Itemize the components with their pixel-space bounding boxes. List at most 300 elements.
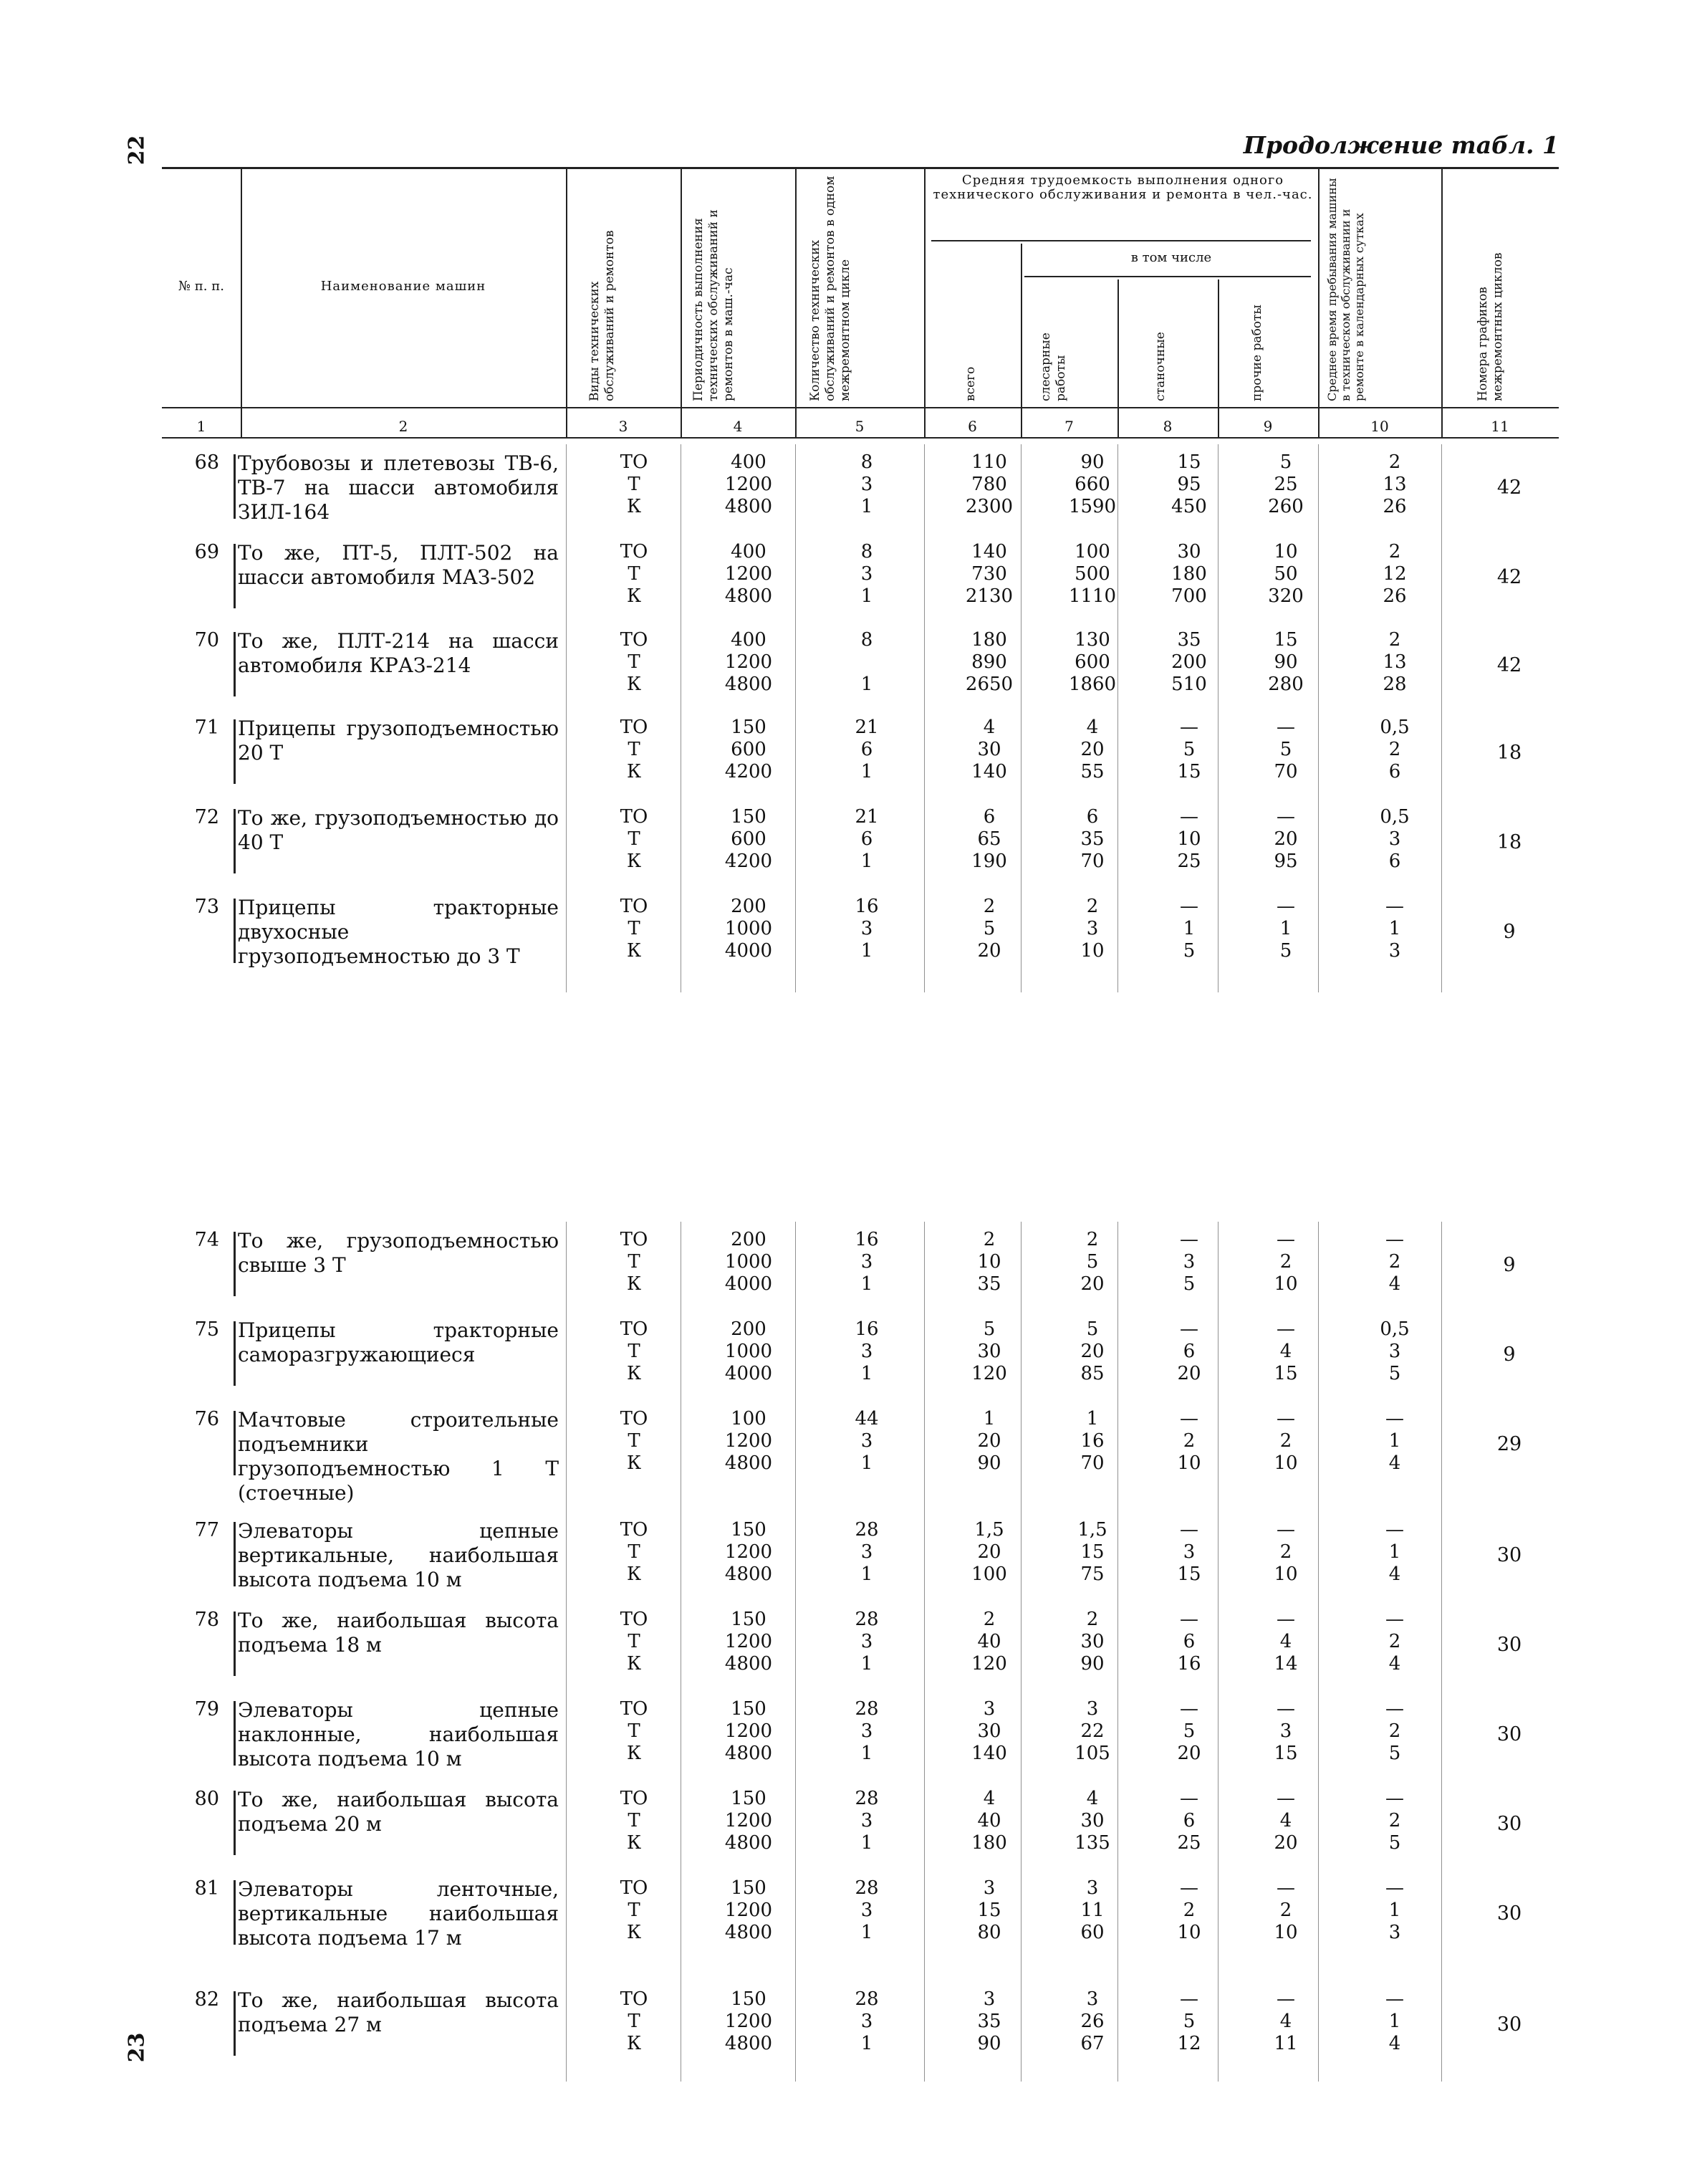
machine-name: Элеваторы цепные наклонные, наибольшая высота подъема 10 м (238, 1698, 559, 1771)
col-number: 5 (855, 418, 865, 435)
cell-types (573, 717, 695, 783)
cell-value: 14 (1274, 1653, 1298, 1675)
cell-value: 150 (731, 1988, 766, 2010)
cell-value: 16 (855, 896, 879, 917)
cell-value: 6 (1388, 761, 1401, 782)
row-bracket (234, 809, 236, 873)
col-number: 10 (1370, 418, 1389, 435)
cell-value: 4200 (724, 851, 773, 872)
cell-value: 4800 (724, 1922, 773, 1943)
col-divider (1117, 279, 1119, 437)
cell-value: 120 (971, 1653, 1007, 1675)
cell-value: 3 (1388, 940, 1401, 962)
cell-value: 1 (1388, 1541, 1401, 1563)
cell-value: 600 (1075, 651, 1110, 673)
cell-value: 26 (1383, 585, 1407, 607)
cell-count (806, 1318, 928, 1385)
graph-number: 30 (1496, 1634, 1522, 1656)
row-bracket (234, 1522, 236, 1586)
cell-value: 400 (731, 451, 766, 473)
cell-value: 1860 (1068, 674, 1117, 695)
cell-value: 12 (1383, 563, 1407, 585)
cell-value: 6 (860, 739, 873, 760)
cell-period (688, 541, 809, 608)
cell-types (573, 629, 695, 696)
cell-value: 1 (860, 1832, 873, 1854)
cell-period (688, 1318, 809, 1385)
cell-value: 200 (731, 1229, 766, 1250)
row-number: 72 (194, 806, 219, 828)
cell-value: 28 (855, 1788, 879, 1809)
cell-value: 25 (1177, 851, 1201, 872)
cell-value: 2 (1388, 451, 1401, 473)
cell-period (688, 1698, 809, 1765)
cell-value: 30 (1177, 541, 1201, 562)
cell-days (1334, 1519, 1456, 1586)
cell-days (1334, 541, 1456, 608)
cell-value: 3 (1388, 1341, 1401, 1362)
graph-number: 30 (1496, 2013, 1522, 2036)
cell-value: Т (628, 1900, 640, 1921)
cell-value: 4 (1086, 717, 1099, 738)
cell-value: 2 (1388, 739, 1401, 760)
cell-value: 110 (971, 451, 1007, 473)
cell-value: — (1180, 1318, 1198, 1340)
cell-value: Т (628, 1251, 640, 1273)
col-guide (566, 1222, 567, 2082)
cell-value: 1 (860, 1653, 873, 1675)
cell-value: 5 (1086, 1251, 1099, 1273)
cell-value: 100 (731, 1408, 766, 1429)
row-number: 68 (194, 451, 219, 474)
header-col11: Номера графиков межремонтных циклов (1476, 252, 1505, 401)
cell-value: 13 (1383, 474, 1407, 495)
cell-value: 4 (1279, 1631, 1292, 1652)
cell-value: 21 (855, 717, 879, 738)
machine-name: Мачтовые строительные подъемники грузоподъемностью 1 Т (стоечные) (238, 1408, 559, 1505)
cell-value: — (1277, 1877, 1295, 1899)
cell-value: — (1180, 1788, 1198, 1809)
cell-value: 5 (1388, 1363, 1401, 1384)
graph-number: 42 (1496, 476, 1522, 499)
cell-value: — (1385, 1229, 1404, 1250)
cell-value: 16 (1177, 1653, 1201, 1675)
row-bracket (234, 454, 236, 519)
group-rule (931, 240, 1311, 241)
cell-value: 1200 (724, 1631, 773, 1652)
graph-number: 29 (1496, 1433, 1522, 1455)
cell-days (1334, 1408, 1456, 1475)
cell-value: ТО (620, 1788, 648, 1809)
cell-value: 5 (1183, 739, 1196, 760)
cell-value: 3 (860, 1541, 873, 1563)
cell-value: — (1385, 1408, 1404, 1429)
cell-count (806, 629, 928, 696)
cell-value: 1 (860, 496, 873, 517)
cell-value: 3 (983, 1698, 996, 1720)
row-number: 82 (194, 1988, 219, 2011)
cell-value: 2 (1279, 1900, 1292, 1921)
cell-value: — (1180, 806, 1198, 828)
cell-types (573, 1988, 695, 2055)
cell-other (1225, 1408, 1347, 1475)
cell-value: Т (628, 474, 640, 495)
cell-value: Т (628, 1430, 640, 1452)
cell-other (1225, 541, 1347, 608)
cell-value: 40 (977, 1810, 1001, 1831)
cell-days (1334, 1877, 1456, 1944)
cell-value: 1 (860, 851, 873, 872)
cell-value: 2 (1086, 1229, 1099, 1250)
cell-value: 3 (860, 1900, 873, 1921)
cell-value: 4800 (724, 1832, 773, 1854)
cell-types (573, 1877, 695, 1944)
row-number: 80 (194, 1788, 219, 1810)
header-col6: всего (963, 366, 978, 401)
cell-value: 140 (971, 541, 1007, 562)
cell-value: 25 (1177, 1832, 1201, 1854)
cell-value: 90 (977, 2033, 1001, 2054)
cell-value: 1 (860, 674, 873, 695)
cell-value: 15 (1177, 761, 1201, 782)
cell-value: 150 (731, 717, 766, 738)
cell-value: 1 (860, 761, 873, 782)
cell-value: 3 (1183, 1251, 1196, 1273)
cell-days (1334, 1988, 1456, 2055)
cell-days (1334, 1229, 1456, 1295)
col-number: 6 (968, 418, 977, 435)
cell-value: 15 (1177, 451, 1201, 473)
row-bracket (234, 1611, 236, 1676)
cell-value: 3 (860, 1810, 873, 1831)
cell-value: 35 (1080, 828, 1105, 850)
row-bracket (234, 1701, 236, 1766)
cell-period (688, 629, 809, 696)
cell-value: 1200 (724, 1810, 773, 1831)
cell-types (573, 541, 695, 608)
cell-value: 4 (1279, 1810, 1292, 1831)
col-divider (795, 169, 797, 437)
cell-value: 15 (1080, 1541, 1105, 1563)
cell-value: 20 (1080, 1273, 1105, 1295)
cell-value: К (626, 1563, 642, 1585)
cell-value: 150 (731, 1788, 766, 1809)
cell-value: 0,5 (1380, 717, 1410, 738)
cell-value: 95 (1177, 474, 1201, 495)
col-guide (1441, 444, 1442, 992)
header-bottom-rule (162, 437, 1559, 439)
cell-period (688, 896, 809, 962)
col-divider (1218, 279, 1219, 437)
row-bracket (234, 1321, 236, 1386)
machine-name: То же, наибольшая высота подъема 20 м (238, 1788, 559, 1836)
cell-value: 75 (1080, 1563, 1105, 1585)
cell-value: ТО (620, 896, 648, 917)
cell-value: 4 (1388, 1273, 1401, 1295)
machine-name: То же, грузоподъемностью свыше 3 Т (238, 1229, 559, 1277)
cell-other (1225, 717, 1347, 783)
cell-value: 2650 (965, 674, 1014, 695)
row-number: 71 (194, 717, 219, 739)
col-number: 3 (618, 418, 628, 435)
header-group: Средняя трудоемкость выполнения одного технического обслуживания и ремонта в чел.-час. (933, 173, 1313, 202)
cell-value: 70 (1080, 851, 1105, 872)
cell-value: 2130 (965, 585, 1014, 607)
cell-days (1334, 896, 1456, 962)
cell-value: 10 (977, 1251, 1001, 1273)
machine-name: Прицепы тракторные саморазгружающиеся (238, 1318, 559, 1366)
col-number: 1 (196, 418, 206, 435)
cell-other (1225, 1609, 1347, 1675)
graph-number: 42 (1496, 566, 1522, 588)
cell-period (688, 717, 809, 783)
cell-value: ТО (620, 806, 648, 828)
cell-value: 6 (1388, 851, 1401, 872)
cell-count (806, 1229, 928, 1295)
cell-value: 2 (1388, 1251, 1401, 1273)
cell-other (1225, 1698, 1347, 1765)
cell-period (688, 1519, 809, 1586)
row-bracket (234, 632, 236, 696)
cell-value: 5 (1183, 2011, 1196, 2032)
row-bracket (234, 1232, 236, 1296)
machine-name: Прицепы тракторные двухосные грузоподъемностью до 3 Т (238, 896, 559, 968)
cell-value: 2 (1388, 1810, 1401, 1831)
cell-value: 28 (855, 1988, 879, 2010)
cell-value: 5 (983, 918, 996, 939)
cell-value: 600 (731, 828, 766, 850)
graph-number: 42 (1496, 654, 1522, 676)
cell-value: 180 (971, 629, 1007, 651)
cell-value: 6 (1183, 1631, 1196, 1652)
row-number: 69 (194, 541, 219, 563)
cell-other (1225, 896, 1347, 962)
cell-value: 2 (1086, 896, 1099, 917)
cell-count (806, 541, 928, 608)
machine-name: Элеваторы цепные вертикальные, наибольшая высота подъема 10 м (238, 1519, 559, 1591)
header-col3: Виды технических обслуживаний и ремонтов (587, 230, 617, 401)
cell-value: 1 (1183, 918, 1196, 939)
cell-value: 4 (1388, 1452, 1401, 1474)
cell-other (1225, 629, 1347, 696)
cell-value: 40 (977, 1631, 1001, 1652)
row-number: 78 (194, 1609, 219, 1631)
row-number: 75 (194, 1318, 219, 1341)
cell-value: 3 (983, 1988, 996, 2010)
cell-value: 55 (1080, 761, 1105, 782)
cell-value: Т (628, 918, 640, 939)
cell-value: Т (628, 1341, 640, 1362)
cell-value: 90 (977, 1452, 1001, 1474)
cell-value: — (1385, 1519, 1404, 1541)
cell-value: К (626, 674, 642, 695)
cell-value: 510 (1171, 674, 1207, 695)
header-subgroup: в том числе (1130, 250, 1212, 265)
cell-value: 150 (731, 1609, 766, 1630)
cell-value: 70 (1274, 761, 1298, 782)
col-guide (566, 444, 567, 992)
cell-period (688, 806, 809, 873)
cell-value: ТО (620, 1609, 648, 1630)
cell-value: ТО (620, 1519, 648, 1541)
cell-days (1334, 1318, 1456, 1385)
col-divider (1441, 169, 1443, 437)
cell-value: — (1277, 1988, 1295, 2010)
cell-value: — (1180, 896, 1198, 917)
cell-value: 85 (1080, 1363, 1105, 1384)
machine-name: То же, наибольшая высота подъема 18 м (238, 1609, 559, 1657)
cell-value: 20 (977, 940, 1001, 962)
cell-value: 2 (1388, 1720, 1401, 1742)
cell-value: — (1385, 896, 1404, 917)
col-divider (681, 169, 682, 437)
cell-value: 26 (1383, 496, 1407, 517)
cell-value: 2 (1279, 1430, 1292, 1452)
cell-value: 16 (855, 1318, 879, 1340)
cell-value: ТО (620, 717, 648, 738)
cell-value: 28 (855, 1698, 879, 1720)
cell-value: ТО (620, 1877, 648, 1899)
cell-value: К (626, 1743, 642, 1764)
col-divider (1021, 244, 1022, 437)
cell-value: 135 (1075, 1832, 1110, 1854)
cell-value: — (1277, 717, 1295, 738)
col-divider (566, 169, 567, 437)
cell-value: 10 (1274, 1273, 1298, 1295)
cell-count (806, 1788, 928, 1854)
cell-value: — (1277, 896, 1295, 917)
cell-value: ТО (620, 451, 648, 473)
header-col7: слесарные работы (1039, 332, 1068, 401)
cell-value: 2 (983, 896, 996, 917)
subgroup-rule (1024, 276, 1311, 277)
cell-value: — (1277, 806, 1295, 828)
cell-value: 1 (860, 940, 873, 962)
cell-value: 1 (1086, 1408, 1099, 1429)
cell-value: 4 (1279, 2011, 1292, 2032)
cell-value: 3 (860, 1720, 873, 1742)
cell-value: — (1385, 1698, 1404, 1720)
col-guide (1021, 444, 1022, 992)
cell-value: 450 (1171, 496, 1207, 517)
cell-value: 15 (1274, 629, 1298, 651)
cell-value: 3 (860, 563, 873, 585)
col-guide (1441, 1222, 1442, 2082)
cell-value: 4000 (724, 1363, 773, 1384)
cell-value: 2 (983, 1229, 996, 1250)
cell-value: 4 (1388, 2033, 1401, 2054)
graph-number: 30 (1496, 1544, 1522, 1566)
col-guide (795, 444, 796, 992)
cell-value: 3 (1183, 1541, 1196, 1563)
row-number: 79 (194, 1698, 219, 1720)
cell-value: 2 (1086, 1609, 1099, 1630)
cell-value: 15 (1274, 1743, 1298, 1764)
cell-value: 4 (983, 717, 996, 738)
cell-count (806, 1408, 928, 1475)
machine-name: То же, наибольшая высота подъема 27 м (238, 1988, 559, 2036)
cell-value: 1 (860, 1922, 873, 1943)
cell-days (1334, 717, 1456, 783)
graph-number: 9 (1503, 1344, 1516, 1366)
cell-types (573, 1788, 695, 1854)
col-number: 11 (1491, 418, 1509, 435)
cell-days (1334, 1698, 1456, 1765)
cell-value: Т (628, 651, 640, 673)
cell-value: 10 (1177, 1452, 1201, 1474)
cell-value: 35 (977, 2011, 1001, 2032)
cell-value: 8 (860, 451, 873, 473)
cell-value: 4 (1388, 1563, 1401, 1585)
cell-types (573, 896, 695, 962)
cell-value: 70 (1080, 1452, 1105, 1474)
cell-value: 890 (971, 651, 1007, 673)
header-col1: № п. п. (178, 279, 224, 294)
cell-value: 28 (855, 1519, 879, 1541)
cell-value: 130 (1075, 629, 1110, 651)
cell-value: — (1277, 1698, 1295, 1720)
cell-period (688, 1877, 809, 1944)
cell-value: 150 (731, 1877, 766, 1899)
cell-value: 5 (1388, 1743, 1401, 1764)
cell-value: 50 (1274, 563, 1298, 585)
cell-value: — (1277, 1408, 1295, 1429)
col-number: 8 (1163, 418, 1173, 435)
cell-count (806, 1877, 928, 1944)
cell-value: — (1180, 717, 1198, 738)
cell-value: 10 (1274, 541, 1298, 562)
cell-value: К (626, 1832, 642, 1854)
cell-value: 4000 (724, 940, 773, 962)
cell-count (806, 1609, 928, 1675)
cell-value: 35 (977, 1273, 1001, 1295)
cell-value: 1 (1388, 1900, 1401, 1921)
cell-value: — (1277, 1519, 1295, 1541)
header-col4: Периодичность выполнения технических обслуживаний и ремонтов в маш.-час (691, 209, 736, 401)
cell-value: 6 (1086, 806, 1099, 828)
cell-value: — (1180, 1408, 1198, 1429)
col-divider (1318, 169, 1320, 437)
row-number: 73 (194, 896, 219, 918)
cell-value: 11 (1080, 1900, 1105, 1921)
cell-value: 35 (1177, 629, 1201, 651)
col-guide (1117, 1222, 1118, 2082)
cell-count (806, 1698, 928, 1765)
cell-value: 4800 (724, 674, 773, 695)
cell-value: 30 (1080, 1631, 1105, 1652)
cell-value: — (1180, 1877, 1198, 1899)
cell-value: 1 (860, 1273, 873, 1295)
cell-value: 1000 (724, 918, 773, 939)
cell-period (688, 1609, 809, 1675)
col-number: 4 (733, 418, 743, 435)
cell-value: 3 (983, 1877, 996, 1899)
cell-count (806, 451, 928, 518)
cell-value: ТО (620, 1408, 648, 1429)
cell-value: 10 (1080, 940, 1105, 962)
cell-value: 3 (1388, 1922, 1401, 1943)
cell-value: 4800 (724, 585, 773, 607)
cell-value: 2 (1183, 1900, 1196, 1921)
page-number-bottom: 23 (124, 2032, 150, 2063)
cell-value: Т (628, 739, 640, 760)
col-guide (1318, 444, 1319, 992)
cell-value: 28 (855, 1609, 879, 1630)
cell-value: 1 (860, 1363, 873, 1384)
cell-value: К (626, 761, 642, 782)
cell-value: 90 (1080, 451, 1105, 473)
header-top-rule (162, 167, 1559, 169)
